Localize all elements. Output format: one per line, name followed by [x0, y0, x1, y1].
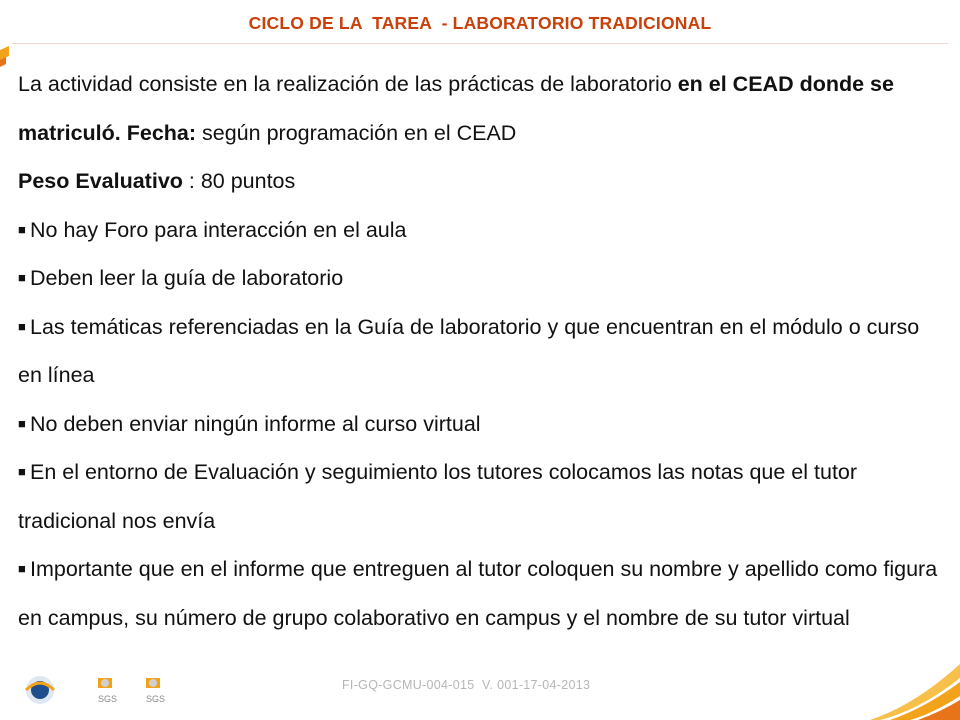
square-bullet-icon: ■: [18, 415, 26, 431]
bullet-item: [18, 545, 948, 642]
intro-paragraph: [18, 60, 948, 157]
bullet-text: Deben leer la guía de laboratorio: [30, 266, 344, 290]
bullet-text: Las temáticas referenciadas en la Guía de laboratorio y que encuentran en el módulo o curso en línea: [18, 314, 920, 387]
peso-text: : 80 puntos: [182, 169, 296, 193]
slide-title: CICLO DE LA TAREA - LABORATORIO TRADICIONAL: [248, 13, 712, 33]
orange-accent-mark: [0, 46, 9, 68]
peso-label: Peso Evaluativo: [18, 169, 183, 193]
title-divider: [12, 43, 948, 44]
intro-bold-location: en el CEAD donde se matriculó.: [18, 72, 894, 145]
seal-label-2: SGS: [146, 694, 166, 704]
bullet-text: No deben enviar ningún informe al curso virtual: [30, 411, 481, 436]
seal-label-1: SGS: [98, 694, 118, 704]
bullet-item: [18, 448, 948, 545]
square-bullet-icon: ■: [18, 221, 26, 237]
slide-body: [18, 60, 948, 642]
square-bullet-icon: ■: [18, 270, 26, 285]
bullet-item: [18, 254, 948, 303]
peso-line: [18, 157, 948, 206]
fecha-label: Fecha:: [126, 120, 197, 145]
square-bullet-icon: ■: [18, 318, 26, 334]
certification-logos: [18, 668, 178, 708]
orange-swoosh-decoration: [870, 660, 960, 720]
institution-logo: [26, 676, 54, 704]
bullet-text: Importante que en el informe que entreguen al tutor coloquen su nombre y apellido como figura en campus, su número de grupo colaborativo en campus y el nombre de su tutor virtual: [18, 557, 938, 630]
certification-seal-2: [146, 678, 165, 704]
document-code: FI-GQ-GCMU-004-015 V. 001-17-04-2013: [342, 678, 591, 692]
certification-seal-1: [98, 678, 117, 704]
square-bullet-icon: ■: [18, 464, 26, 479]
bullet-item: [18, 400, 948, 449]
fecha-text: según programación en el CEAD: [196, 120, 517, 145]
bullet-text: En el entorno de Evaluación y seguimiento los tutores colocamos las notas que el tutor tradicional nos envía: [18, 460, 858, 533]
square-bullet-icon: ■: [18, 561, 26, 576]
bullet-text: No hay Foro para interacción en el aula: [30, 217, 407, 242]
intro-text: La actividad consiste en la realización de las prácticas de laboratorio: [18, 72, 678, 96]
bullet-item: [18, 303, 948, 400]
bullet-item: [18, 206, 948, 255]
